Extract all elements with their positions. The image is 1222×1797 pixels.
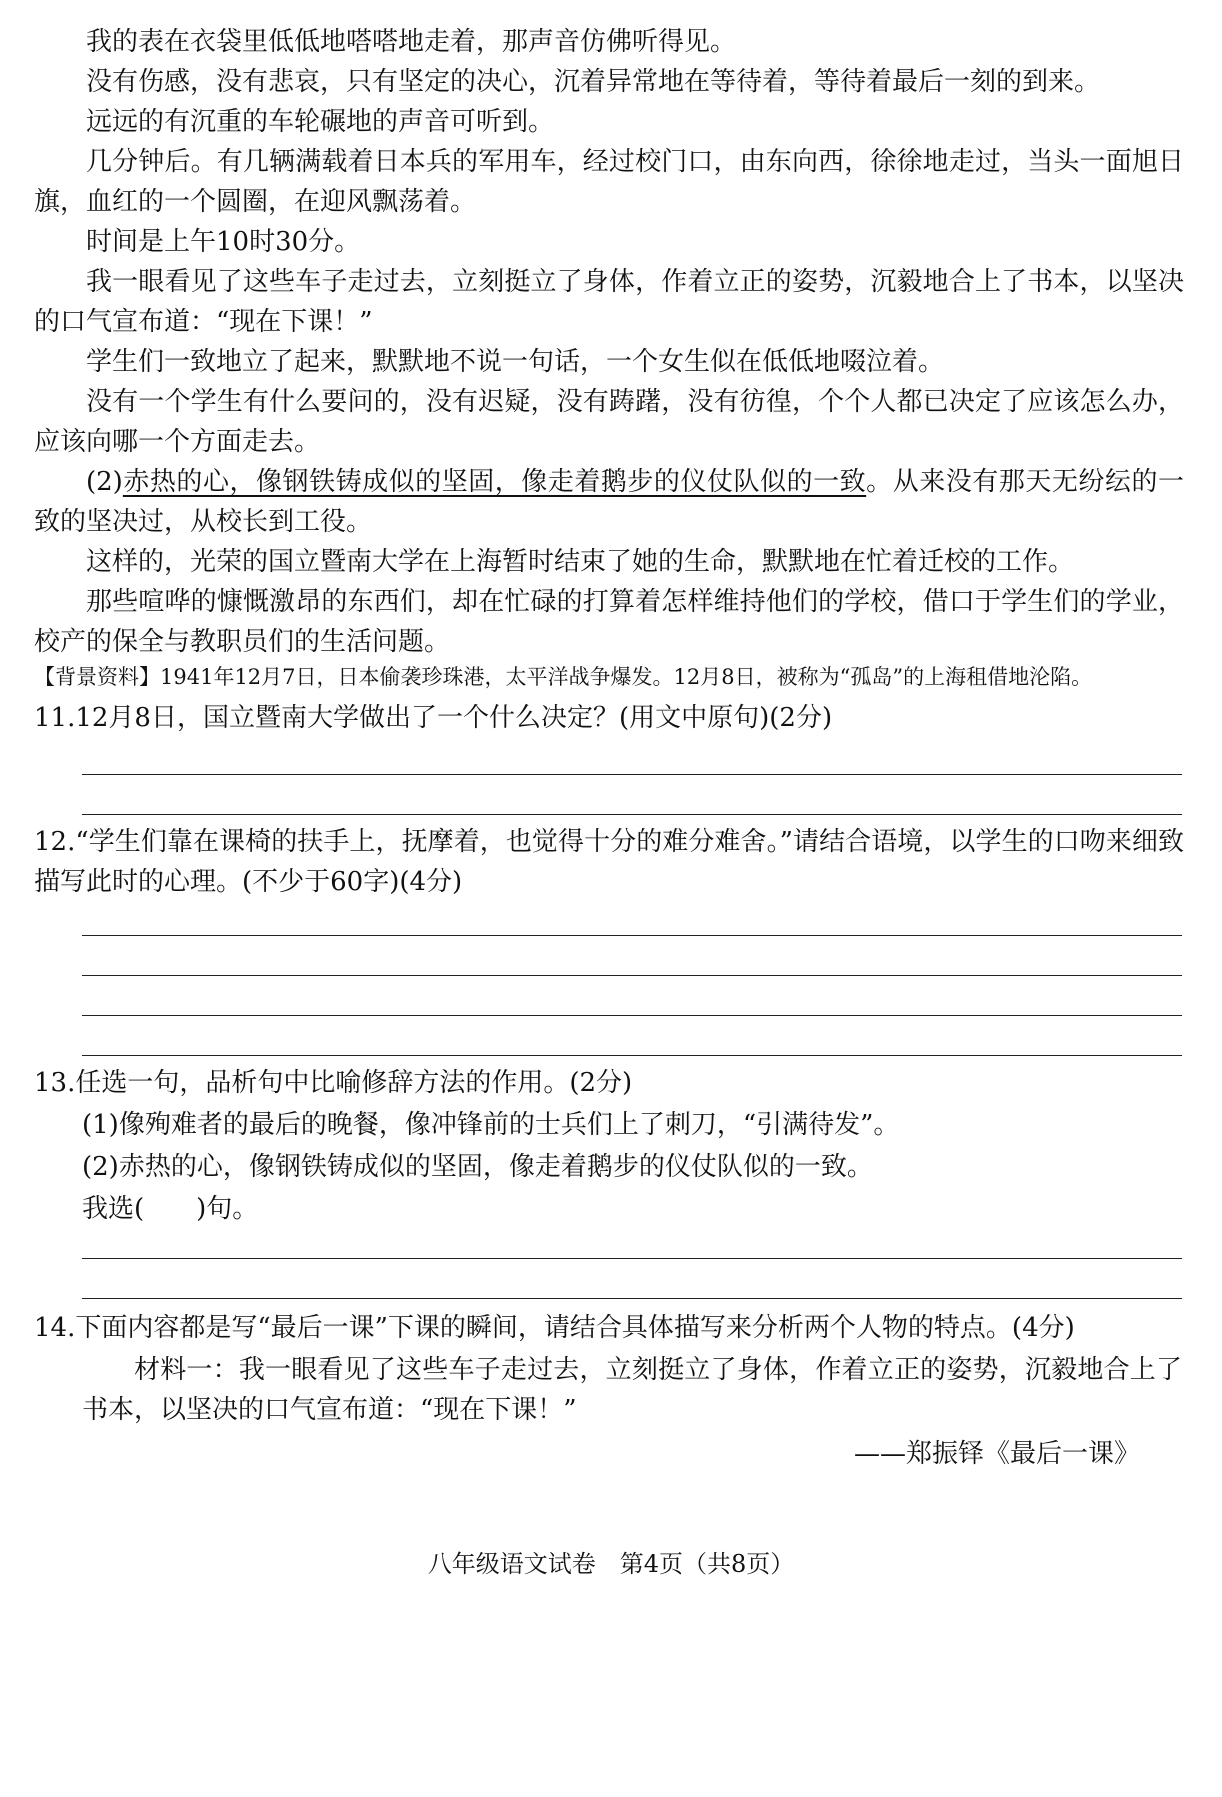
passage-paragraph-simile — [34, 462, 1184, 542]
passage-paragraph: 时间是上午10时30分。 — [86, 227, 361, 257]
answer-line[interactable] — [82, 1015, 1182, 1016]
question-11: 11.12月8日，国立暨南大学做出了一个什么决定？(用文中原句)(2分) — [34, 703, 833, 733]
passage-paragraph: 我一眼看见了这些车子走过去，立刻挺立了身体，作着立正的姿势，沉毅地合上了书本，以坚决的口气宣布道：“现在下课！” — [34, 267, 1184, 337]
answer-line[interactable] — [82, 1298, 1182, 1299]
q13-option-1: (1)像殉难者的最后的晚餐，像冲锋前的士兵们上了刺刀，“引满待发”。 — [82, 1110, 900, 1140]
underlined-sentence: 赤热的心，像钢铁铸成似的坚固，像走着鹅步的仪仗队似的一致 — [122, 467, 867, 497]
question-14: 14.下面内容都是写“最后一课”下课的瞬间，请结合具体描写来分析两个人物的特点。(4分) — [34, 1313, 1075, 1343]
passage-paragraph: 我的表在衣袋里低低地嗒嗒地走着，那声音仿佛听得见。 — [86, 27, 737, 57]
passage-paragraph: 没有伤感，没有悲哀，只有坚定的决心，沉着异常地在等待着，等待着最后一刻的到来。 — [86, 67, 1101, 97]
passage-paragraph: 几分钟后。有几辆满载着日本兵的军用车，经过校门口，由东向西，徐徐地走过，当头一面旭日旗，血红的一个圆圈，在迎风飘荡着。 — [34, 147, 1184, 217]
answer-line[interactable] — [82, 814, 1182, 815]
answer-line[interactable] — [82, 774, 1182, 775]
q13-option-2: (2)赤热的心，像钢铁铸成似的坚固，像走着鹅步的仪仗队似的一致。 — [82, 1152, 873, 1182]
passage-paragraph: 学生们一致地立了起来，默默地不说一句话，一个女生似在低低地啜泣着。 — [86, 347, 945, 377]
material-source: ——郑振铎《最后一课》 — [853, 1439, 1140, 1469]
passage-paragraph: 没有一个学生有什么要问的，没有迟疑，没有踌躇，没有彷徨，个个人都已决定了应该怎么办，应该向哪一个方面走去。 — [34, 387, 1184, 457]
q13-choice-prompt: 我选( )句。 — [82, 1194, 259, 1224]
passage-paragraph: 这样的，光荣的国立暨南大学在上海暂时结束了她的生命，默默地在忙着迁校的工作。 — [86, 547, 1075, 577]
passage-paragraph: 远远的有沉重的车轮碾地的声音可听到。 — [86, 107, 555, 137]
question-13: 13.任选一句，品析句中比喻修辞方法的作用。(2分) — [34, 1068, 633, 1098]
sentence-rest: 。从来没有那天无纷纭的一致的坚决过，从校长到工役。 — [34, 467, 1184, 537]
q14-material-1: 材料一：我一眼看见了这些车子走过去，立刻挺立了身体，作着立正的姿势，沉毅地合上了书本，以坚决的口气宣布道：“现在下课！” — [82, 1355, 1182, 1425]
page-footer: 八年级语文试卷 第4页（共8页） — [427, 1550, 795, 1578]
answer-line[interactable] — [82, 1055, 1182, 1056]
question-12: 12.“学生们靠在课椅的扶手上，抚摩着，也觉得十分的难分难舍。”请结合语境，以学生的口吻来细致描写此时的心理。(不少于60字)(4分) — [34, 827, 1184, 897]
background-note: 【背景资料】1941年12月7日，日本偷袭珍珠港，太平洋战争爆发。12月8日，被称为“孤岛”的上海租借地沦陷。 — [34, 665, 1093, 689]
sentence-number: (2) — [86, 467, 123, 497]
answer-line[interactable] — [82, 975, 1182, 976]
passage-paragraph: 那些喧哗的慷慨激昂的东西们，却在忙碌的打算着怎样维持他们的学校，借口于学生们的学业，校产的保全与教职员们的生活问题。 — [34, 587, 1184, 657]
answer-line[interactable] — [82, 935, 1182, 936]
answer-line[interactable] — [82, 1258, 1182, 1259]
